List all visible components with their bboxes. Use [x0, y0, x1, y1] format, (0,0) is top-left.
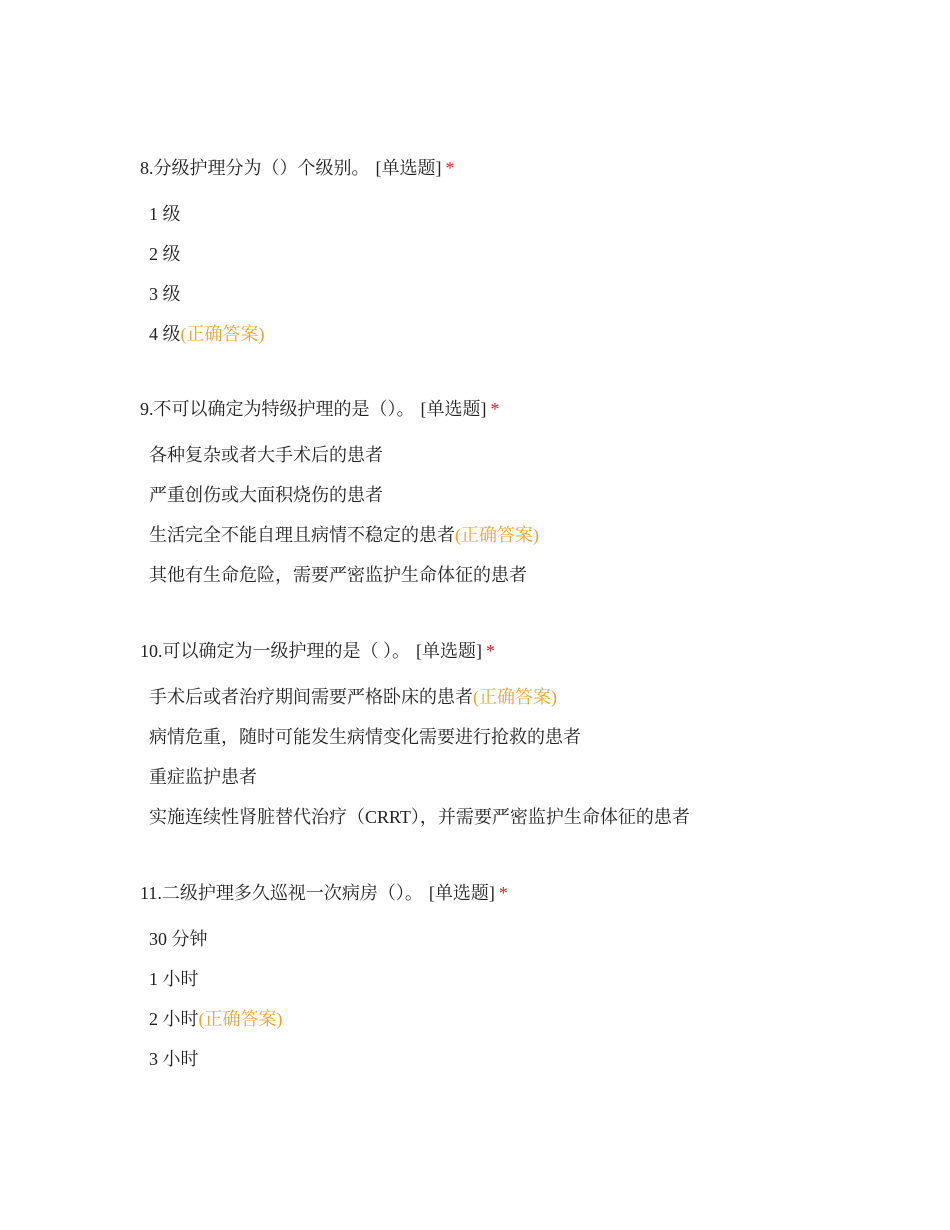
question-10 [140, 639, 920, 845]
question-type: [单选题] [416, 641, 482, 661]
option-text: 病情危重，随时可能发生病情变化需要进行抢救的患者 [149, 727, 581, 747]
option [140, 1047, 920, 1071]
correct-answer-tag: (正确答案) [198, 1009, 283, 1029]
required-mark: * [490, 399, 500, 419]
option [140, 322, 920, 346]
question-text: 11.二级护理多久巡视一次病房（）。 [140, 883, 423, 903]
option-text: 重症监护患者 [149, 767, 257, 787]
option [140, 685, 920, 709]
question-8 [140, 156, 920, 362]
option-text: 3 级 [149, 284, 181, 304]
option [140, 563, 920, 587]
correct-answer-tag: (正确答案) [473, 687, 557, 707]
option-text: 各种复杂或者大手术后的患者 [149, 445, 383, 465]
question-type: [单选题] [428, 883, 495, 903]
option [140, 443, 920, 467]
option-list [140, 443, 920, 587]
option [140, 483, 920, 507]
option-text: 2 小时 [149, 1009, 199, 1029]
option-text: 2 级 [149, 244, 181, 264]
question-type: [单选题] [420, 399, 487, 419]
option-list [140, 202, 920, 346]
option-text: 生活完全不能自理且病情不稳定的患者 [149, 525, 455, 545]
required-mark: * [486, 641, 495, 661]
question-title [140, 397, 920, 421]
option [140, 765, 920, 789]
option-list [140, 685, 920, 829]
question-text: 8.分级护理分为（）个级别。 [140, 158, 370, 178]
option [140, 282, 920, 306]
option-text: 4 级 [149, 324, 181, 344]
question-title [140, 639, 920, 663]
option [140, 242, 920, 266]
option [140, 523, 920, 547]
question-text: 9.不可以确定为特级护理的是（）。 [140, 399, 415, 419]
required-mark: * [445, 158, 455, 178]
question-title [140, 156, 920, 180]
option-text: 手术后或者治疗期间需要严格卧床的患者 [149, 687, 473, 707]
option-text: 1 小时 [149, 969, 199, 989]
question-title [140, 881, 920, 905]
option [140, 202, 920, 226]
question-11 [140, 881, 920, 1087]
correct-answer-tag: (正确答案) [180, 324, 265, 344]
option [140, 805, 920, 829]
question-text: 10.可以确定为一级护理的是（ ）。 [140, 641, 410, 661]
required-mark: * [498, 883, 508, 903]
option-text: 1 级 [149, 204, 181, 224]
option [140, 725, 920, 749]
option-text: 3 小时 [149, 1049, 199, 1069]
option [140, 967, 920, 991]
correct-answer-tag: (正确答案) [455, 525, 539, 545]
option-text: 严重创伤或大面积烧伤的患者 [149, 485, 383, 505]
question-9 [140, 397, 920, 603]
option-text: 实施连续性肾脏替代治疗（CRRT），并需要严密监护生命体征的患者 [149, 807, 690, 827]
question-type: [单选题] [375, 158, 442, 178]
option-text: 其他有生命危险，需要严密监护生命体征的患者 [149, 565, 527, 585]
option-text: 30 分钟 [149, 929, 208, 949]
option [140, 1007, 920, 1031]
option-list [140, 927, 920, 1071]
option [140, 927, 920, 951]
